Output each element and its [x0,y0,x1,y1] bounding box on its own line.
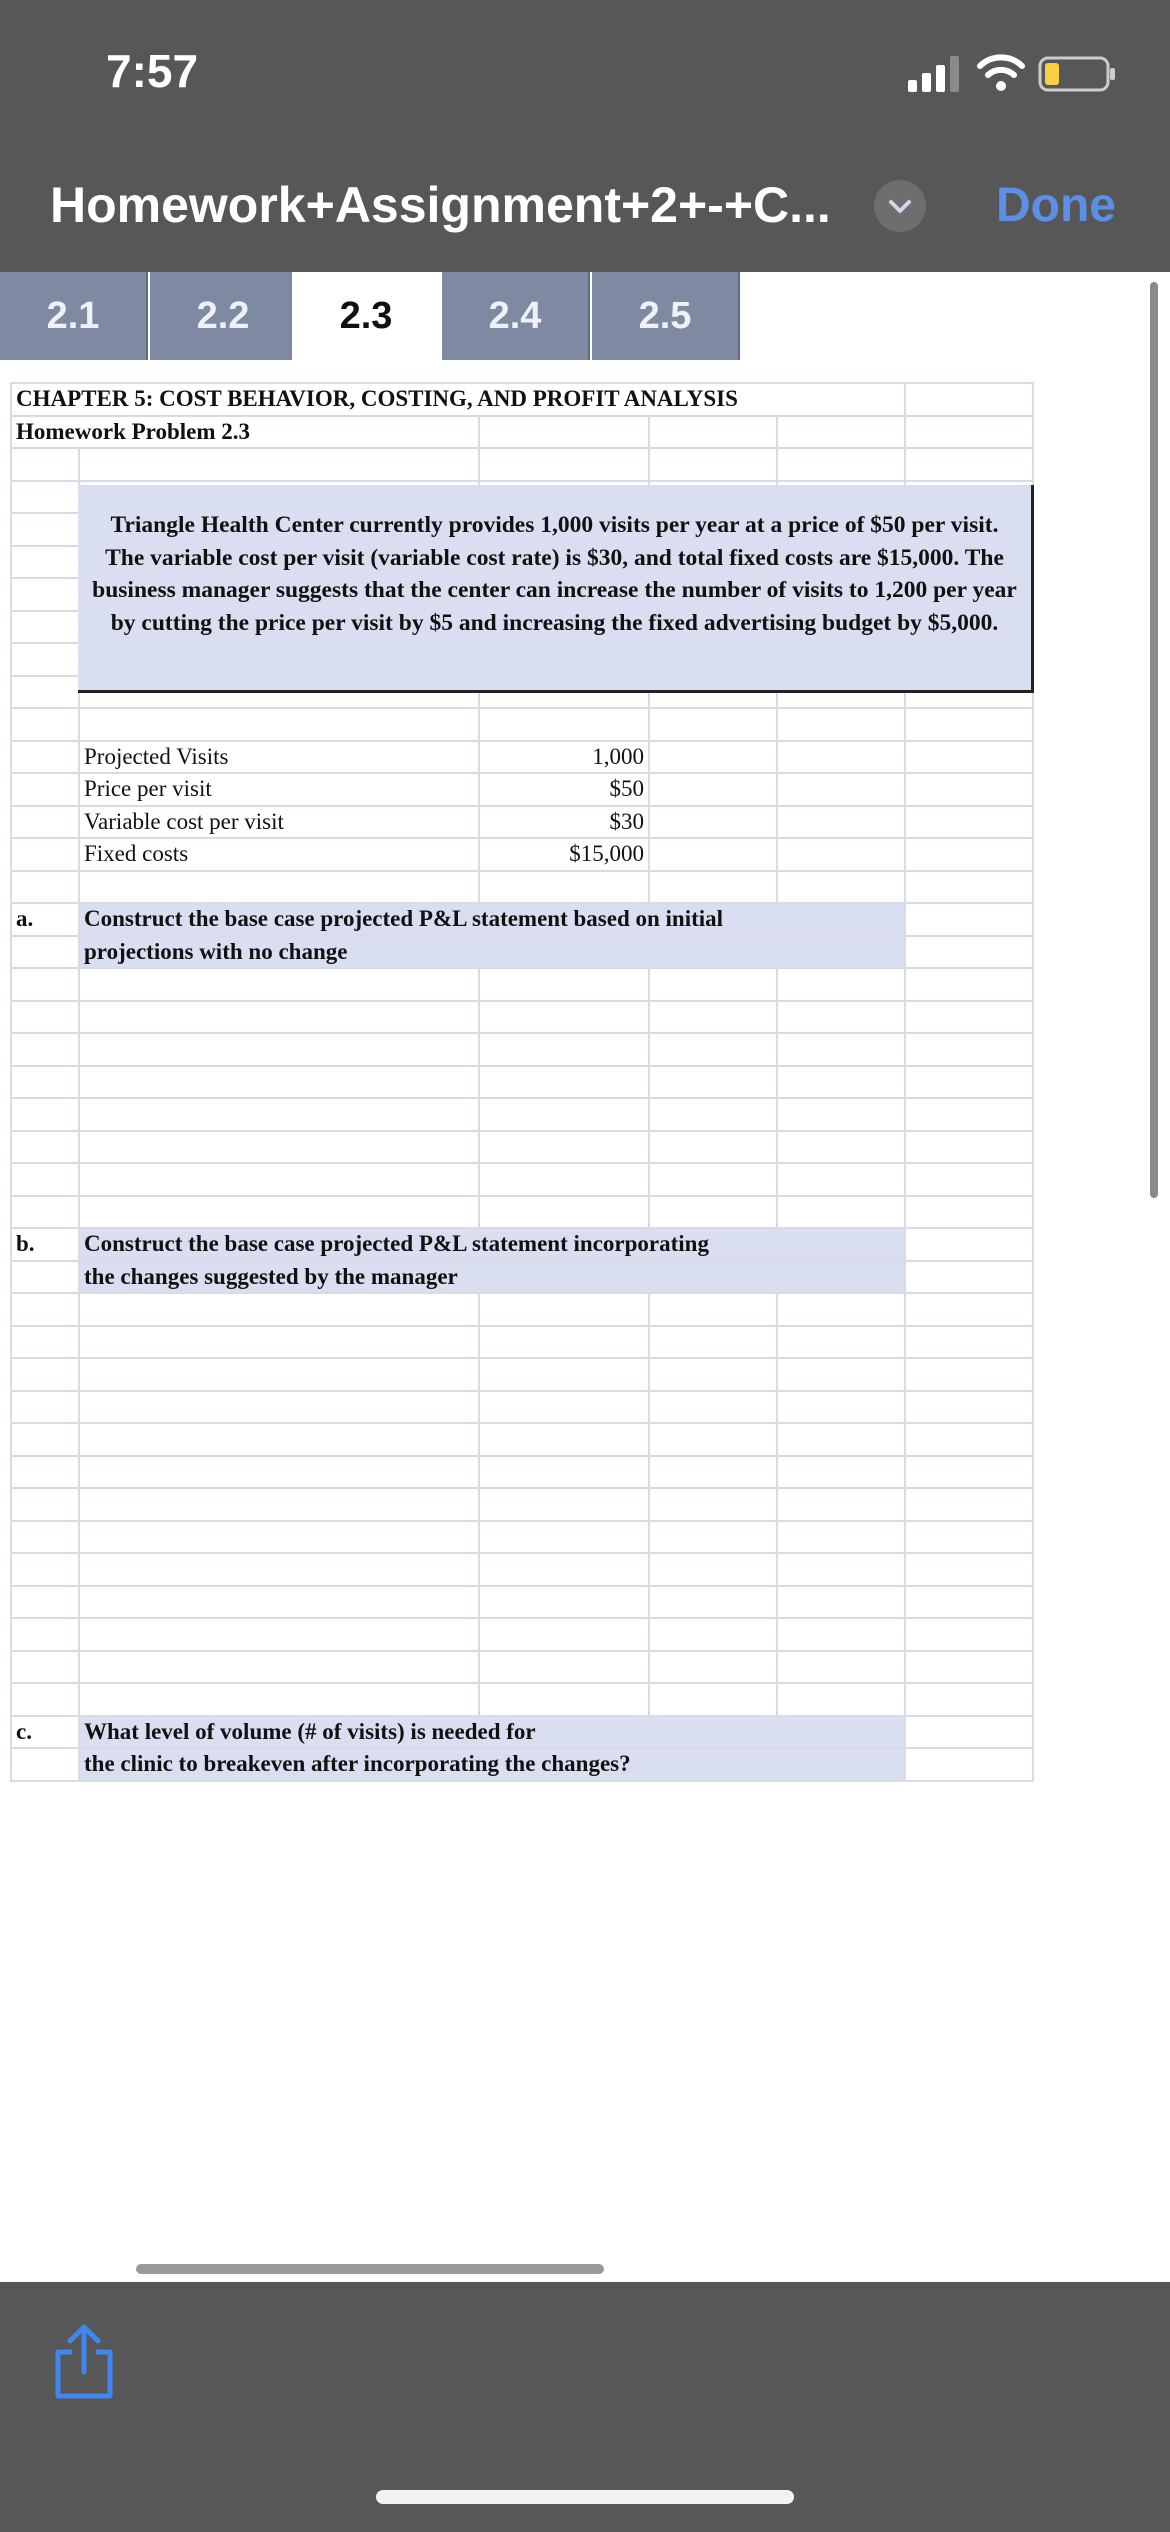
question-c-letter[interactable]: c. [11,1716,79,1749]
input-label-fixed-costs[interactable]: Fixed costs [79,838,479,871]
table-row [11,1423,1033,1456]
input-value-variable-cost[interactable]: $30 [479,806,649,839]
problem-title-cell[interactable]: Homework Problem 2.3 [11,416,479,449]
table-row [11,1131,1033,1164]
table-row [11,1196,1033,1229]
table-row [11,383,1033,416]
cell[interactable] [905,383,1033,416]
question-b-letter[interactable]: b. [11,1228,79,1261]
document-title[interactable]: Homework+Assignment+2+-+C... [50,177,831,233]
table-row [11,448,1033,481]
chevron-down-icon [874,180,926,232]
question-c-line2[interactable]: the clinic to breakeven after incorporating the changes? [79,1748,905,1781]
table-row [11,903,1033,936]
chapter-title-cell[interactable]: CHAPTER 5: COST BEHAVIOR, COSTING, AND PROFIT ANALYSIS [11,383,905,416]
tab-2-3[interactable]: 2.3 [292,272,440,360]
table-row [11,708,1033,741]
cellular-signal-icon [908,56,960,92]
vertical-scrollbar[interactable] [1150,282,1158,1198]
input-value-price[interactable]: $50 [479,773,649,806]
table-row [11,1033,1033,1066]
input-label-variable-cost[interactable]: Variable cost per visit [79,806,479,839]
table-row [11,1521,1033,1554]
input-value-fixed-costs[interactable]: $15,000 [479,838,649,871]
table-row [11,1618,1033,1651]
table-row [11,1293,1033,1326]
table-row [11,1553,1033,1586]
input-label-visits[interactable]: Projected Visits [79,741,479,774]
battery-icon [1038,56,1116,92]
table-row [11,1748,1033,1781]
table-row [11,1683,1033,1716]
table-row [11,936,1033,969]
table-row [11,968,1033,1001]
table-row [11,1228,1033,1261]
table-row [11,1456,1033,1489]
input-label-price[interactable]: Price per visit [79,773,479,806]
done-button[interactable]: Done [996,179,1116,232]
problem-text-box[interactable]: Triangle Health Center currently provides 1,000 visits per year at a price of $50 per visit. The variable cost per visit (variable cost rate) is $30, and total fixed costs are $15,000. The business manager suggests that the center can increase the number of visits to 1,200 per year by cutting the price per visit by $5 and increasing the fixed advertising budget by $5,000. [78,485,1034,693]
table-row [11,1358,1033,1391]
question-a-line2[interactable]: projections with no change [79,936,905,969]
status-time: 7:57 [106,45,199,97]
title-menu-button[interactable] [874,180,926,232]
tab-2-4[interactable]: 2.4 [442,272,590,360]
table-row [11,1163,1033,1196]
horizontal-scrollbar[interactable] [136,2264,604,2274]
table-row [11,416,1033,449]
question-b-line2[interactable]: the changes suggested by the manager [79,1261,905,1294]
table-row [11,1488,1033,1521]
question-a-letter[interactable]: a. [11,903,79,936]
table-row [11,871,1033,904]
table-row [11,741,1033,774]
table-row [11,1586,1033,1619]
table-row [11,1391,1033,1424]
question-b-line1[interactable]: Construct the base case projected P&L statement incorporating [79,1228,905,1261]
question-a-line1[interactable]: Construct the base case projected P&L statement based on initial [79,903,905,936]
table-row [11,773,1033,806]
share-icon[interactable] [50,2322,118,2400]
table-row [11,1326,1033,1359]
tab-2-5[interactable]: 2.5 [592,272,740,360]
table-row [11,1066,1033,1099]
sheet-tabs [0,272,1170,360]
table-row [11,1651,1033,1684]
home-indicator [376,2490,794,2504]
table-row [11,1716,1033,1749]
tab-2-2[interactable]: 2.2 [150,272,298,360]
question-c-line1[interactable]: What level of volume (# of visits) is needed for [79,1716,905,1749]
table-row [11,1001,1033,1034]
table-row [11,1261,1033,1294]
table-row [11,806,1033,839]
table-row [11,1098,1033,1131]
tab-2-1[interactable]: 2.1 [0,272,148,360]
table-row [11,838,1033,871]
wifi-icon [976,52,1026,92]
input-value-visits[interactable]: 1,000 [479,741,649,774]
